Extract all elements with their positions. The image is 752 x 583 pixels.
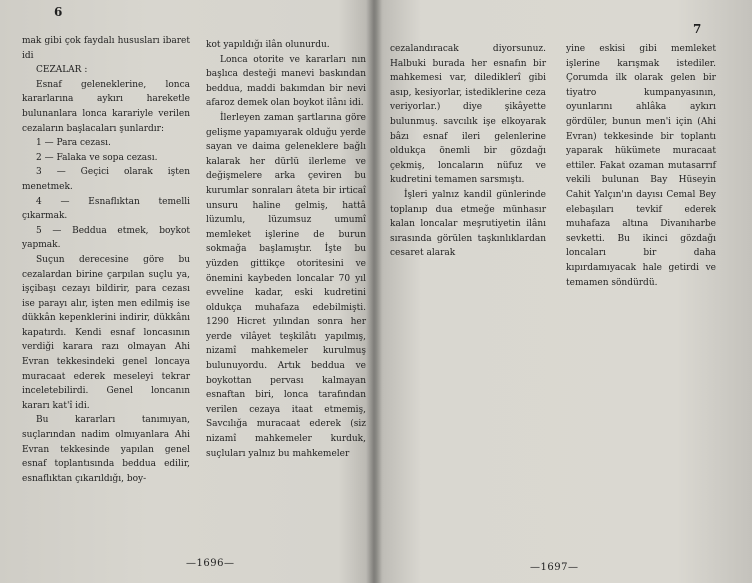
paragraph: mak gibi çok faydalı hususları ibaret idi: [22, 36, 190, 61]
paragraph: 5 — Beddua etmek, boykot yapmak.: [22, 225, 190, 251]
paragraph: Bu kararları tanımıyan, suçlarından nadim olmıyanlara Ahi Evran tekkesinde yapılan genel esnaf toplantısında beddua edilir, esnaflıktan çıkarıldığı, boy-: [22, 415, 190, 484]
right-page-number: 7: [693, 22, 702, 36]
paragraph: kot yapıldığı ilân olunurdu.: [206, 40, 330, 50]
paragraph: cezalandıracak diyorsunuz. Halbuki burada her esnafın bir mahkemesi var, dilediklerî gibi asıp, kesiyorlar, istediklerine ceza veriyorlar.) diye şikâyette bulunmuş. savcılık işe elkoyarak bâzı esnaf ileri gelenlerine oldukça önemli bir gözdağı çekmiş, loncaların nüfuz ve kudretini temamen sarsmıştı.: [390, 44, 546, 186]
left-page-number: 6: [54, 5, 63, 19]
paragraph: Suçun derecesine göre bu cezalardan birine çarpılan suçlu ya, işçibaşı cezayı bildirir, para cezası ise parayı alır, işten men edilmiş ise dükkân kepenklerini indirir, dükkânı kapatırdı. Kendi esnaf loncasının verdiği karara razı olmayan Ahi Evran tekkesindeki genel loncaya muracaat ederek meseleyi tekrar inceletebilirdi. Genel loncanın kararı kat'î idi.: [22, 254, 190, 411]
book-gutter: [366, 0, 382, 583]
paragraph: Esnaf geleneklerine, lonca kararlarına aykırı hareketle bulunanlara lonca karariyle verilen cezaların başlacaları şunlardır:: [22, 79, 190, 134]
right-page-column-1: [390, 42, 546, 261]
paragraph: İlerleyen zaman şartlarına göre gelişme yapamıyarak olduğu yerde sayan ve daima geleneklere bağlı kalarak her dürlü ilerleme ve değişmelere arka çeviren bu kurumlar sonraları âteta bir irticaî unsuru haline gelmiş, hattâ lüzumlu, lüzumsuz umumî memleket işlerine de burun sokmağa başlamıştır. İşte bu yüzden gittikçe otoritesini ve önemini kaybeden loncalar 70 yıl evveline kadar, eski kudretini oldukça muhafaza edebilmişti. 1290 Hicret yılından sonra her yerde vilâyet teşkilâtı yapılmış, nizamî mahkemeler kurulmuş bulunuyordu. Artık beddua ve boykottan pervası kalmayan esnaftan biri, lonca tarafından verilen cezaya itaat etmemiş, Savcılığa muracaat ederek (siz nizamî mahkemeler kurduk, suçluları yalnız bu mahkemeler: [206, 112, 366, 459]
left-page-column-2: [206, 38, 366, 461]
left-page-folio: —1696—: [186, 558, 235, 569]
paragraph: 2 — Falaka ve sopa cezası.: [36, 152, 158, 163]
paragraph: 3 — Geçici olarak işten menetmek.: [22, 167, 190, 192]
paragraph: yine eskisi gibi memleket işlerine karışmak istediler. Çorumda ilk olarak gelen bir tiyatro kumpanyasının, oyunlarını ahlâka aykırı gördüler, bunun men'i için (Ahi Evran) tekkesinde bir toplantı yaparak hükümete muracaat ettiler. Fakat ozaman mutasarrıf vekili bulunan Bay Hüseyin Cahit Yalçın'ın dayısı Cemal Bey elebaşıları tevkif ederek muhafaza altına Divanıharbe sevketti. Bu ikinci gözdağı loncaları bir daha kıpırdamıyacak hale getirdi ve temamen söndürdü.: [566, 44, 716, 288]
paragraph: 4 — Esnaflıktan temelli çıkarmak.: [22, 196, 190, 222]
right-page-folio: —1697—: [530, 562, 579, 573]
paragraph: Lonca otorite ve kararları nın başlıca desteği manevi baskından beddua, maddi bakımdan bir nevi afaroz demek olan boykot ilânı idi.: [206, 54, 366, 109]
paragraph: 1 — Para cezası.: [36, 138, 111, 149]
left-page-column-1: [22, 34, 190, 486]
paragraph: İşleri yalnız kandil günlerinde toplanıp dua etmeğe münhasır kalan loncalar meşrutiyetin ilânı sırasında görülen taşkınlıklardan cesaret alarak: [390, 189, 546, 259]
right-page-column-2: [566, 42, 716, 290]
paragraph: CEZALAR :: [36, 65, 88, 76]
